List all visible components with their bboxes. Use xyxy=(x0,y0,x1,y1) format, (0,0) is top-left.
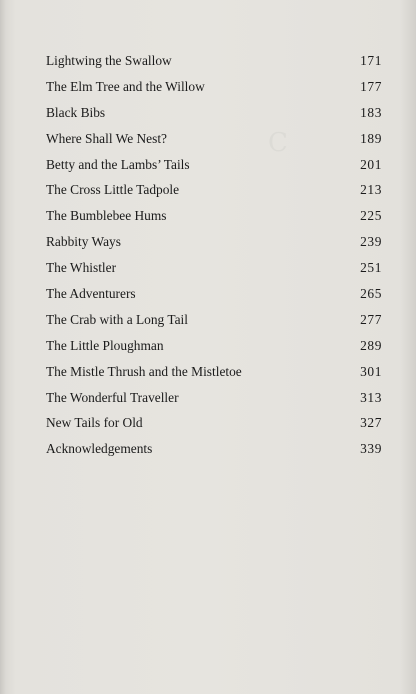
toc-entry-page-number: 327 xyxy=(360,415,382,431)
toc-entry-title: The Wonderful Traveller xyxy=(46,389,179,405)
toc-entry xyxy=(46,53,382,79)
toc-entry-title: Rabbity Ways xyxy=(46,234,121,250)
toc-entry xyxy=(46,234,382,260)
toc-entry-page-number: 213 xyxy=(360,182,382,198)
toc-entry-page-number: 301 xyxy=(360,363,382,379)
toc-entry-page-number: 201 xyxy=(360,156,382,172)
toc-entry xyxy=(46,131,382,157)
toc-entry-page-number: 289 xyxy=(360,337,382,353)
toc-entry-page-number: 183 xyxy=(360,104,382,120)
toc-entry xyxy=(46,157,382,183)
toc-entry-title: The Whistler xyxy=(46,260,117,276)
toc-entry xyxy=(46,182,382,208)
toc-entry-page-number: 189 xyxy=(360,130,382,146)
toc-entry-title: Lightwing the Swallow xyxy=(46,53,172,68)
toc-entry-title: Black Bibs xyxy=(46,104,106,120)
toc-entry xyxy=(46,364,382,390)
toc-entry-title: The Crab with a Long Tail xyxy=(46,311,188,327)
toc-entry-page-number: 177 xyxy=(360,78,382,94)
toc-entry-title: Betty and the Lambs’ Tails xyxy=(46,156,190,172)
toc-entry xyxy=(46,260,382,286)
toc-entry xyxy=(46,105,382,131)
toc-entry xyxy=(46,208,382,234)
toc-entry-page-number: 171 xyxy=(360,53,382,68)
toc-entry-page-number: 225 xyxy=(360,208,382,224)
toc-entry-page-number: 339 xyxy=(360,441,382,457)
toc-entry xyxy=(46,312,382,338)
toc-entry-title: The Bumblebee Hums xyxy=(46,208,167,224)
toc-entry xyxy=(46,390,382,416)
toc-entry-title: The Cross Little Tadpole xyxy=(46,182,180,198)
toc-entry-page-number: 239 xyxy=(360,234,382,250)
toc-entry-title: Where Shall We Nest? xyxy=(46,130,168,146)
toc-entry-page-number: 313 xyxy=(360,389,382,405)
toc-entry-page-number: 277 xyxy=(360,311,382,327)
toc-entry xyxy=(46,286,382,312)
table-of-contents xyxy=(46,53,382,467)
toc-entry-title: Acknowledgements xyxy=(46,441,153,457)
toc-entry xyxy=(46,415,382,441)
toc-entry-title: The Elm Tree and the Willow xyxy=(46,78,205,94)
toc-entry-title: The Adventurers xyxy=(46,286,136,302)
toc-entry-title: The Little Ploughman xyxy=(46,337,164,353)
toc-entry-page-number: 265 xyxy=(360,286,382,302)
toc-entry-title: The Mistle Thrush and the Mistletoe xyxy=(46,363,242,379)
toc-entry xyxy=(46,79,382,105)
toc-entry xyxy=(46,441,382,467)
toc-entry xyxy=(46,338,382,364)
toc-entry-title: New Tails for Old xyxy=(46,415,143,431)
toc-entry-page-number: 251 xyxy=(360,260,382,276)
